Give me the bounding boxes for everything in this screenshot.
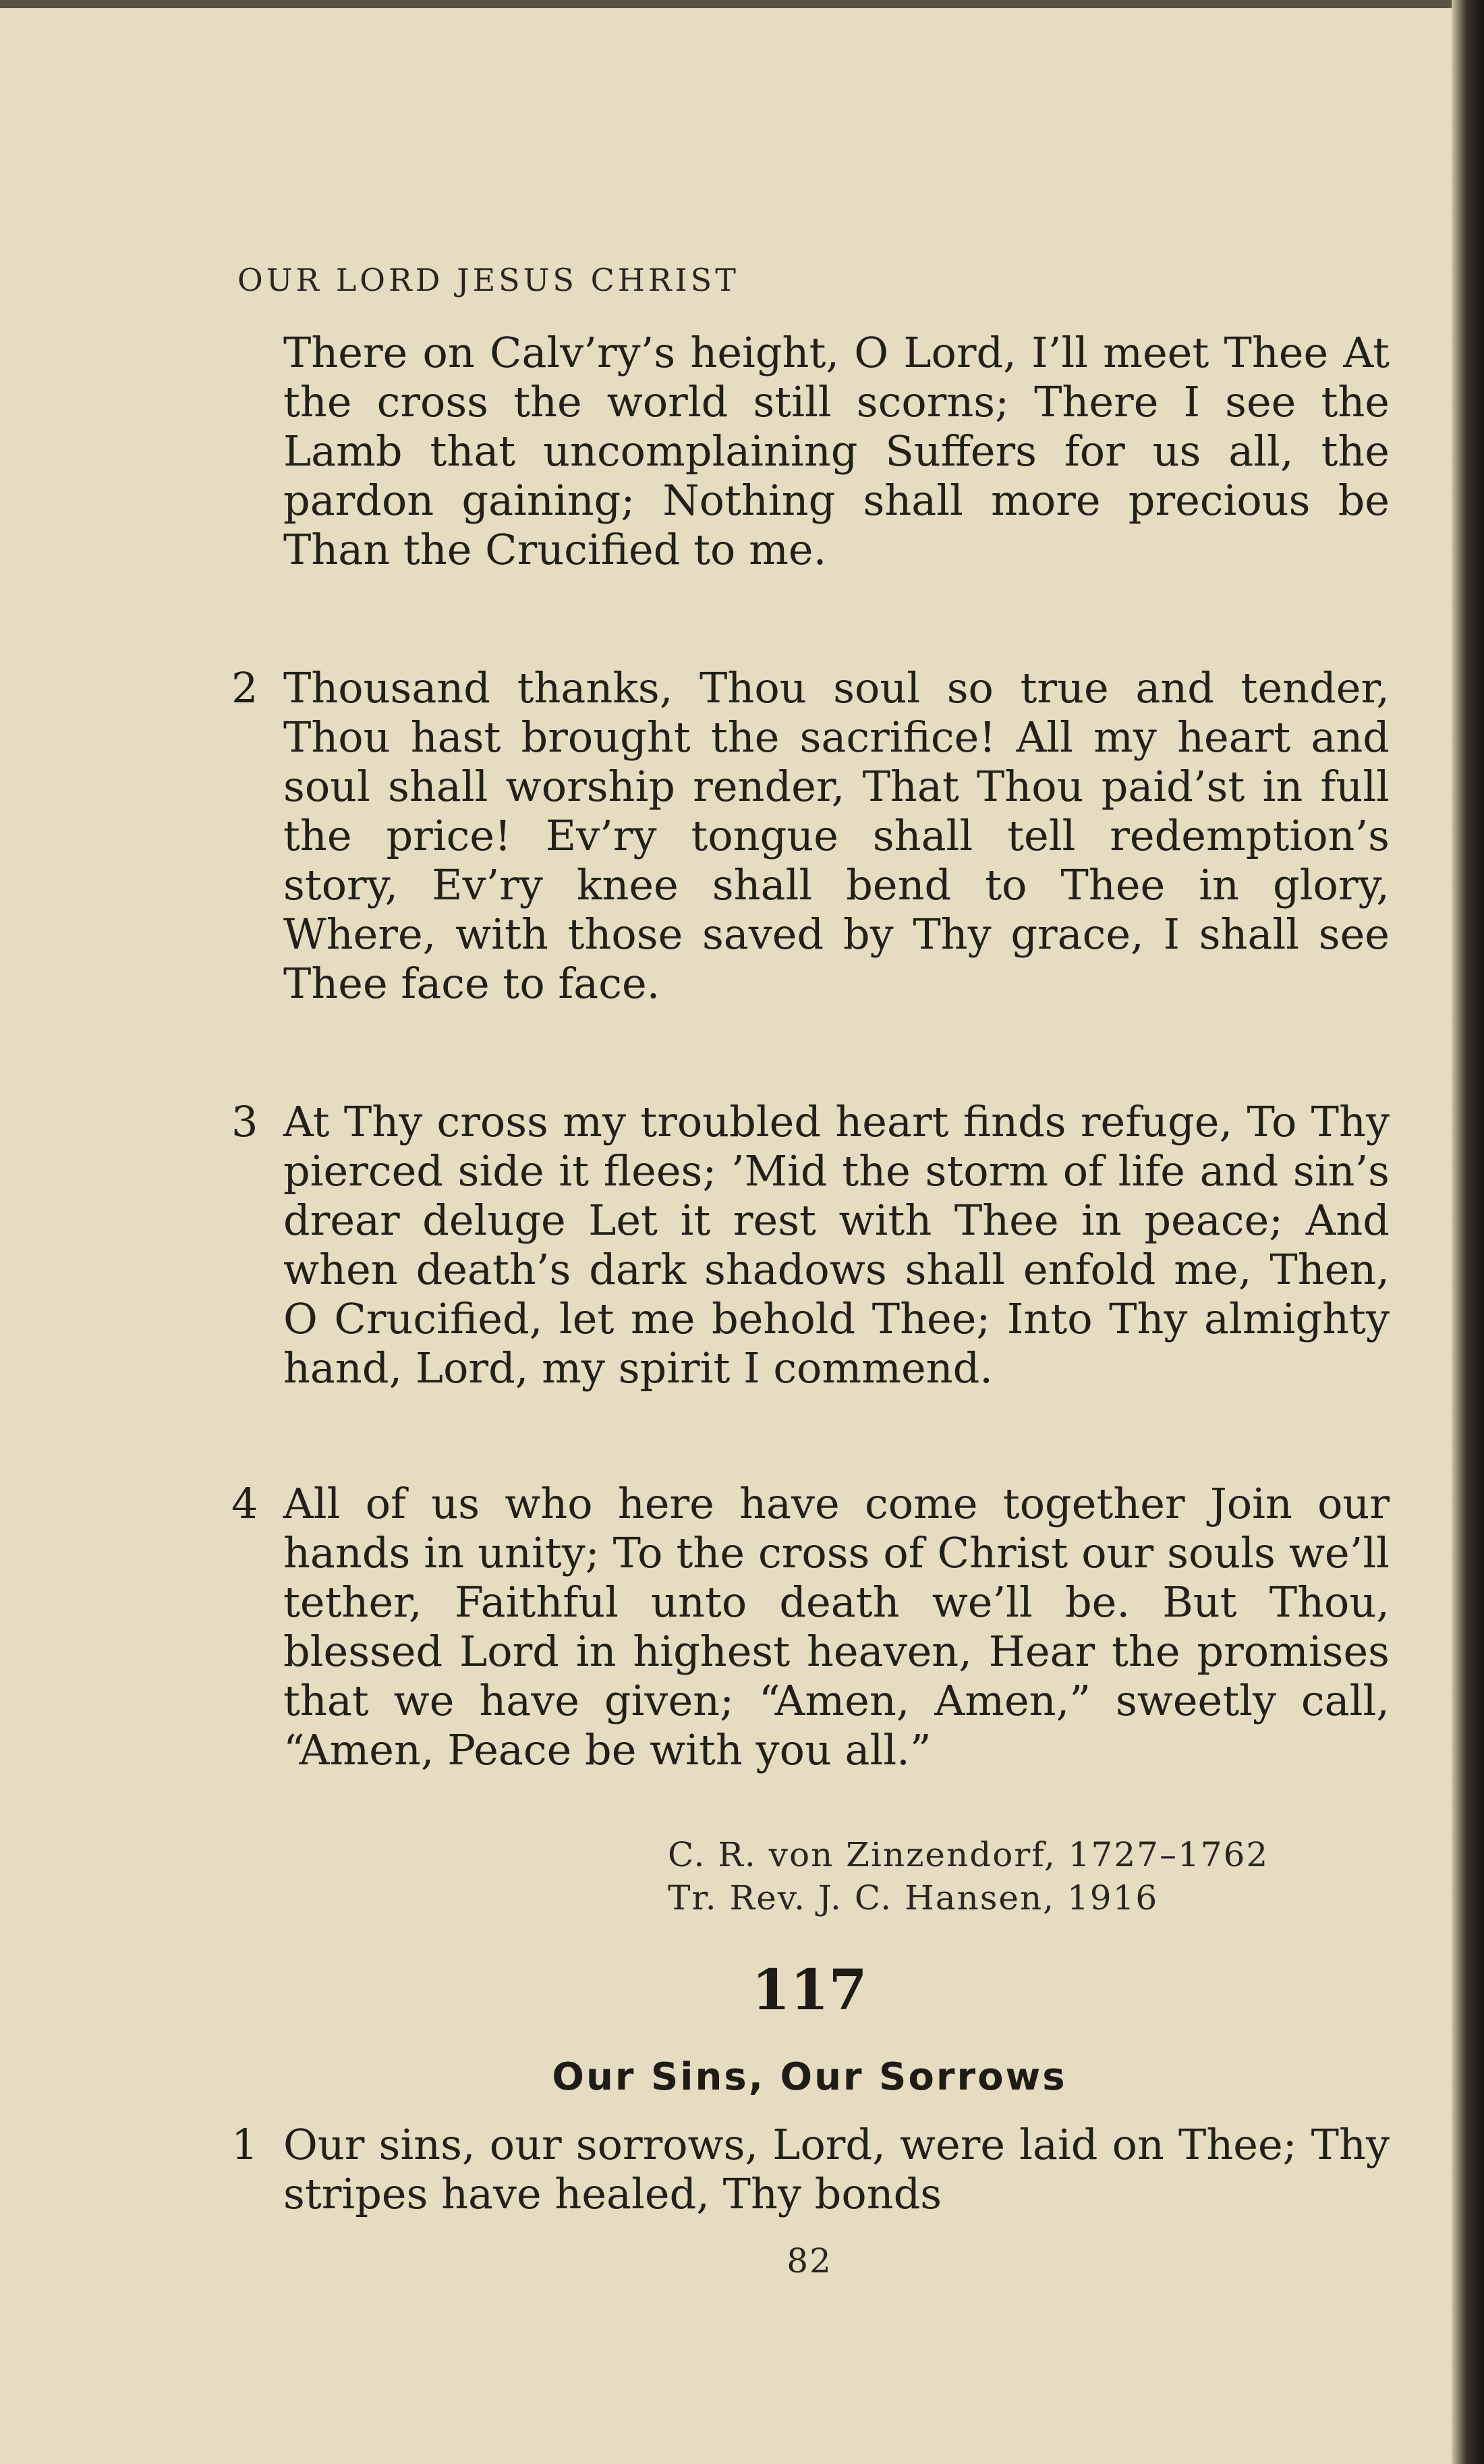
verse-text: There on Calv’ry’s height, O Lord, I’ll meet Thee At the cross the world still scorns; There I see the Lamb that uncomplaining Suffers for us all, the pardon gaining; Nothing shall more precious be Than the Crucified to me. (283, 328, 1390, 574)
verse-text: All of us who here have come together Join our hands in unity; To the cross of Christ our souls we’ll tether, Faithful unto death we’ll be. But Thou, blessed Lord in highest heaven, Hear the promises that we have given; “Amen, Amen,” sweetly call, “Amen, Peace be with you all.” (283, 1479, 1390, 1774)
verse-number: 1 (231, 2120, 258, 2169)
verse-number: 2 (231, 663, 258, 712)
running-head: OUR LORD JESUS CHRIST (237, 262, 739, 298)
hymn-title: Our Sins, Our Sorrows (552, 2055, 1067, 2099)
page-number: 82 (787, 2241, 832, 2280)
verse-text: Our sins, our sorrows, Lord, were laid on Thee; Thy stripes have healed, Thy bonds (283, 2120, 1390, 2218)
translator-attribution: Tr. Rev. J. C. Hansen, 1916 (668, 1878, 1159, 1917)
verse-number: 3 (231, 1097, 258, 1146)
verse-text: At Thy cross my troubled heart finds refuge, To Thy pierced side it flees; ’Mid the storm of life and sin’s drear deluge Let it rest with Thee in peace; And when death’s dark shadows shall enfold me, Then, O Crucified, let me behold Thee; Into Thy almighty hand, Lord, my spirit I commend. (283, 1097, 1390, 1393)
verse-text: Thousand thanks, Thou soul so true and tender, Thou hast brought the sacrifice! All my heart and soul shall worship render, That Thou paid’st in full the price! Ev’ry tongue shall tell redemption’s story, Ev’ry knee shall bend to Thee in glory, Where, with those saved by Thy grace, I shall see Thee face to face. (283, 663, 1390, 1008)
verse-number: 4 (231, 1479, 258, 1528)
author-attribution: C. R. von Zinzendorf, 1727–1762 (668, 1835, 1269, 1874)
hymn-number: 117 (751, 1958, 867, 2023)
